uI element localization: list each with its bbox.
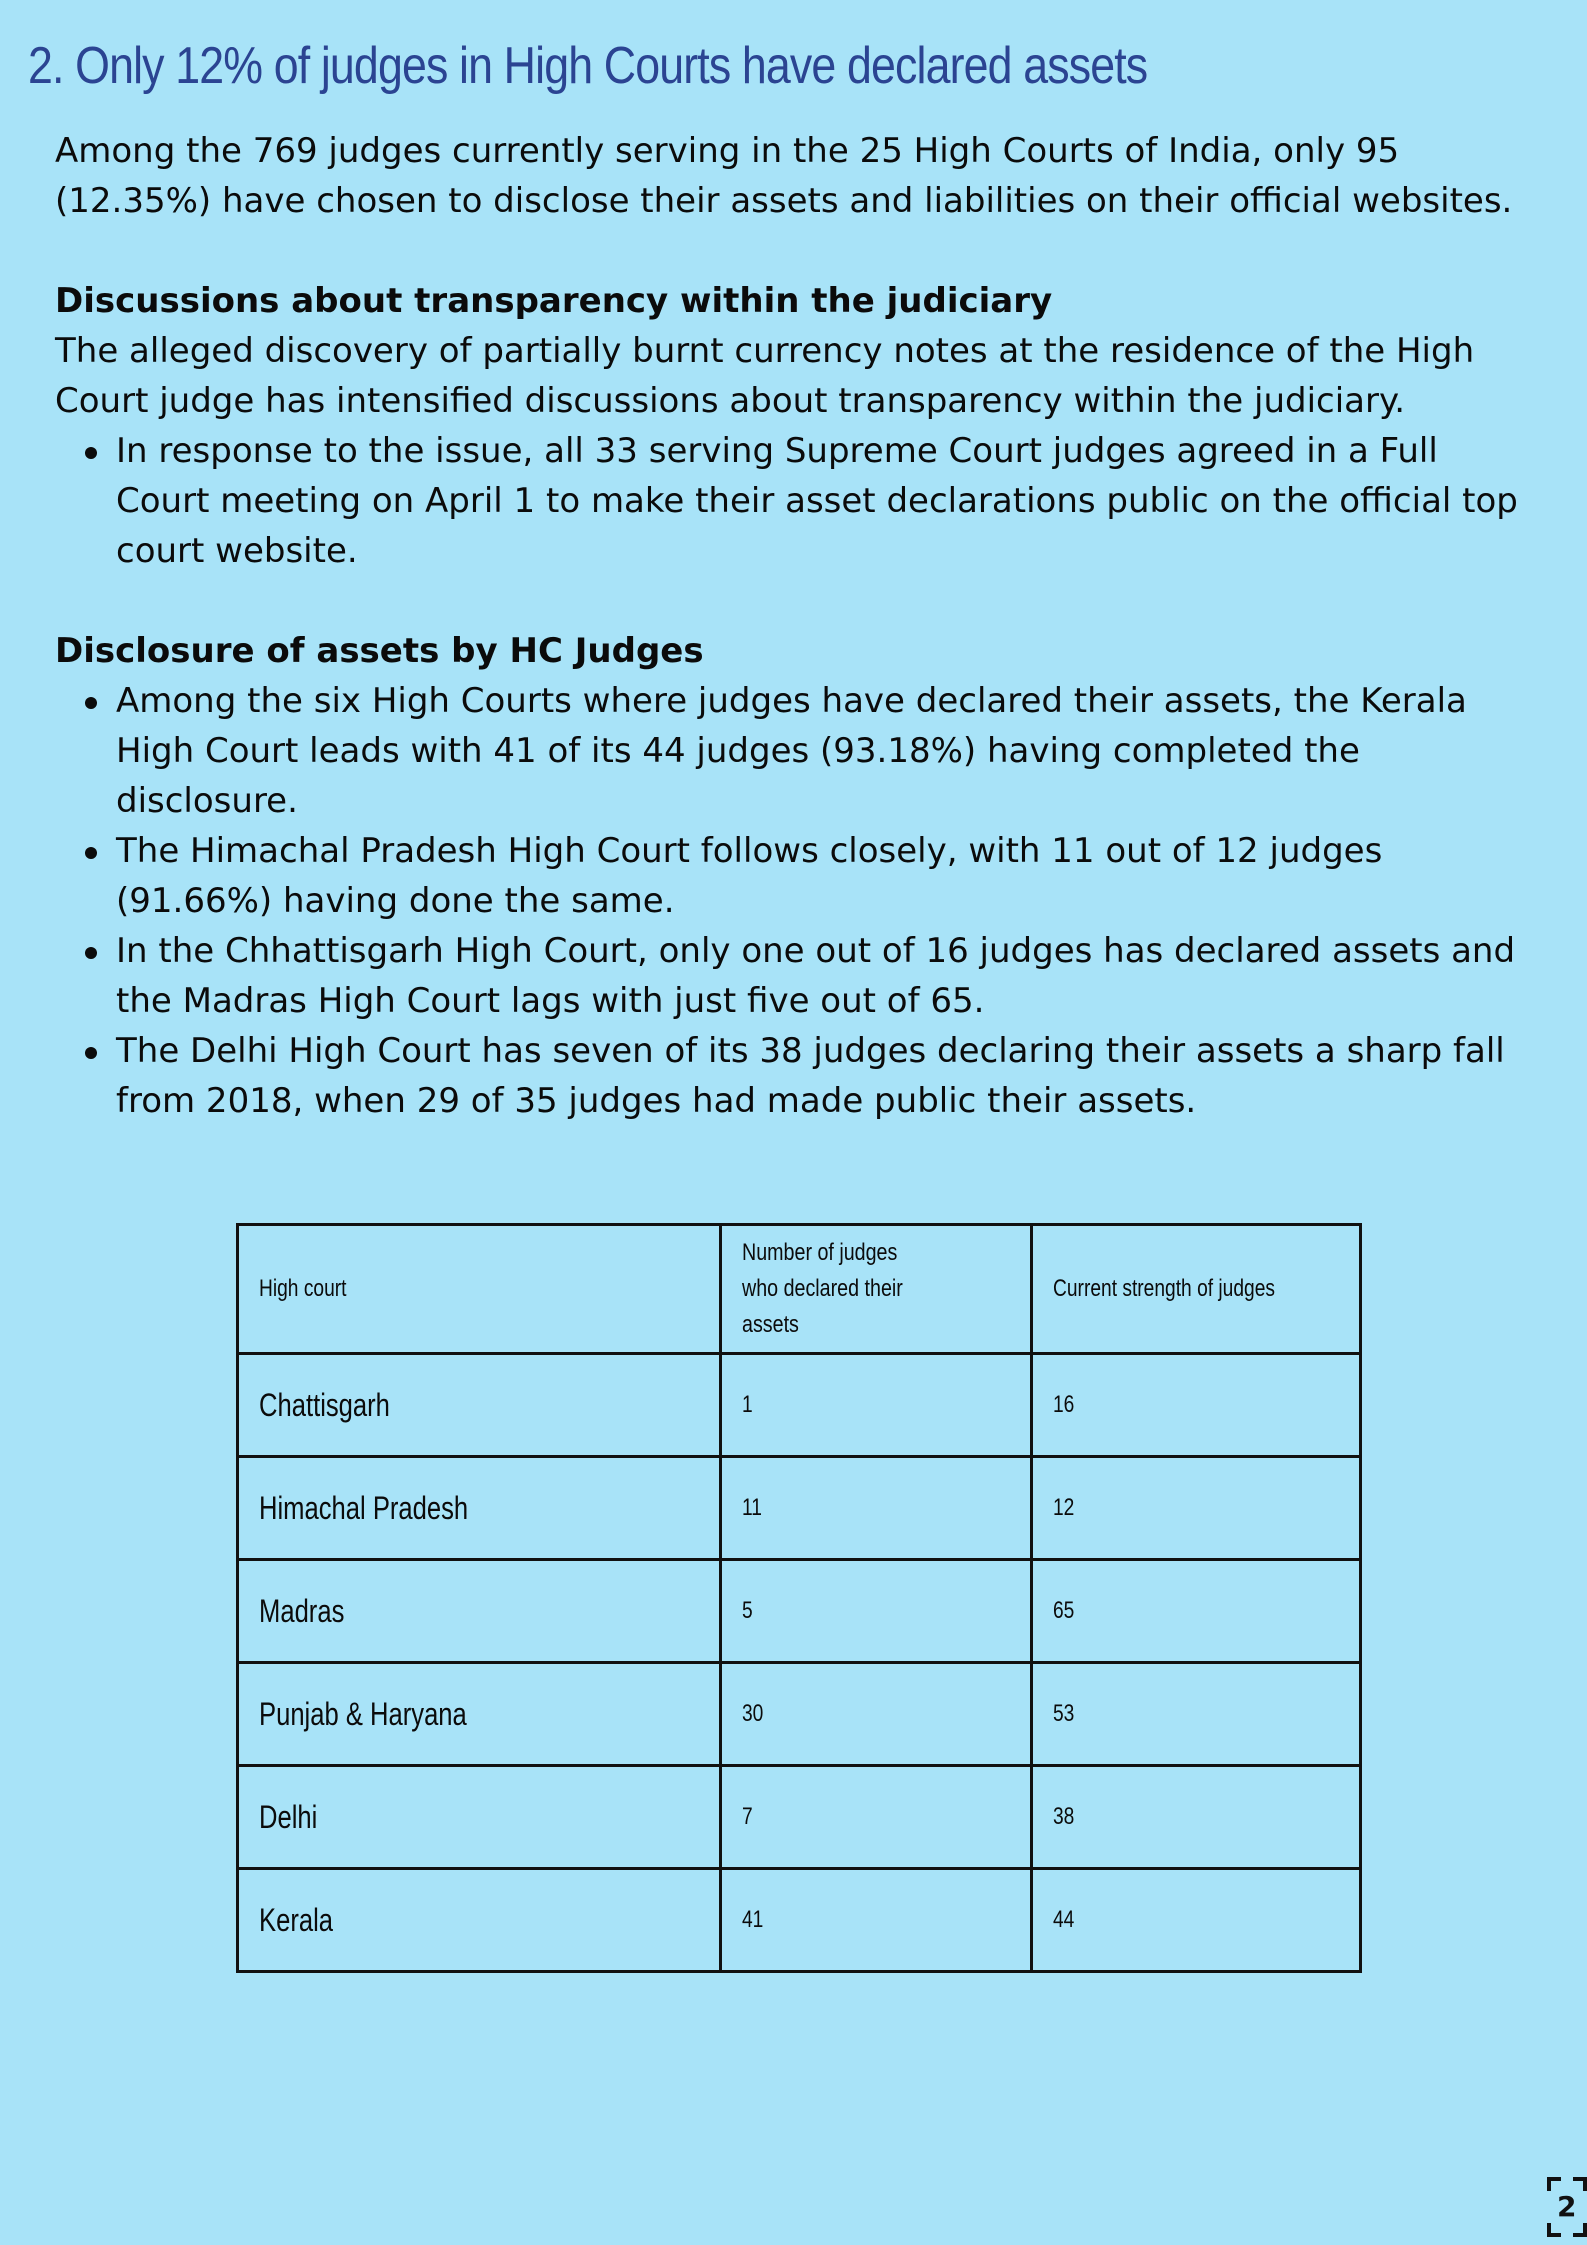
header-high-court: High court	[238, 1225, 721, 1354]
table-row	[238, 1663, 1361, 1766]
page-number-badge	[1547, 2177, 1587, 2237]
cell-high-court: Delhi	[238, 1766, 721, 1869]
cell-strength: 12	[1032, 1457, 1361, 1560]
header-declared-count: Number of judges who declared their assets	[721, 1225, 1032, 1354]
cell-high-court: Madras	[238, 1560, 721, 1663]
cell-declared: 30	[721, 1663, 1032, 1766]
spacer	[55, 576, 1535, 626]
section-heading-transparency: Discussions about transparency within the judiciary	[55, 281, 1053, 321]
bullet-item: In response to the issue, all 33 serving Supreme Court judges agreed in a Full Court meeting on April 1 to make their asset declarations public on the official top court website.	[55, 426, 1535, 576]
table-header-row	[238, 1225, 1361, 1354]
cell-strength: 44	[1032, 1869, 1361, 1972]
bullet-item: Among the six High Courts where judges have declared their assets, the Kerala High Court leads with 41 of its 44 judges (93.18%) having completed the disclosure.	[55, 676, 1535, 826]
cell-strength: 16	[1032, 1354, 1361, 1457]
cell-high-court: Himachal Pradesh	[238, 1457, 721, 1560]
cell-strength: 53	[1032, 1663, 1361, 1766]
section-heading-disclosure: Disclosure of assets by HC Judges	[55, 631, 704, 671]
bullet-item: In the Chhattisgarh High Court, only one out of 16 judges has declared assets and the Madras High Court lags with just five out of 65.	[55, 926, 1535, 1026]
page-number: 2	[1557, 2190, 1577, 2223]
article-body	[55, 126, 1535, 1126]
spacer	[55, 226, 1535, 276]
cell-declared: 41	[721, 1869, 1032, 1972]
cell-high-court: Kerala	[238, 1869, 721, 1972]
asset-disclosure-table	[236, 1223, 1362, 1973]
table-row	[238, 1354, 1361, 1457]
transparency-paragraph: The alleged discovery of partially burnt currency notes at the residence of the High Court judge has intensified discussions about transparency within the judiciary.	[55, 331, 1475, 421]
transparency-bullet-list	[55, 426, 1535, 576]
table-row	[238, 1869, 1361, 1972]
table-row	[238, 1457, 1361, 1560]
cell-declared: 5	[721, 1560, 1032, 1663]
disclosure-bullet-list	[55, 676, 1535, 1126]
intro-paragraph: Among the 769 judges currently serving in the 25 High Courts of India, only 95 (12.35%) have chosen to disclose their assets and liabilities on their official websites.	[55, 131, 1513, 221]
bullet-item: The Delhi High Court has seven of its 38 judges declaring their assets a sharp fall from 2018, when 29 of 35 judges had made public their assets.	[55, 1026, 1535, 1126]
cell-strength: 65	[1032, 1560, 1361, 1663]
cell-high-court: Punjab & Haryana	[238, 1663, 721, 1766]
page-title: 2. Only 12% of judges in High Courts have declared assets	[28, 37, 1148, 95]
cell-declared: 11	[721, 1457, 1032, 1560]
cell-declared: 7	[721, 1766, 1032, 1869]
header-current-strength: Current strength of judges	[1032, 1225, 1361, 1354]
bullet-item: The Himachal Pradesh High Court follows closely, with 11 out of 12 judges (91.66%) having done the same.	[55, 826, 1535, 926]
cell-strength: 38	[1032, 1766, 1361, 1869]
table-row	[238, 1766, 1361, 1869]
cell-high-court: Chattisgarh	[238, 1354, 721, 1457]
table-row	[238, 1560, 1361, 1663]
cell-declared: 1	[721, 1354, 1032, 1457]
